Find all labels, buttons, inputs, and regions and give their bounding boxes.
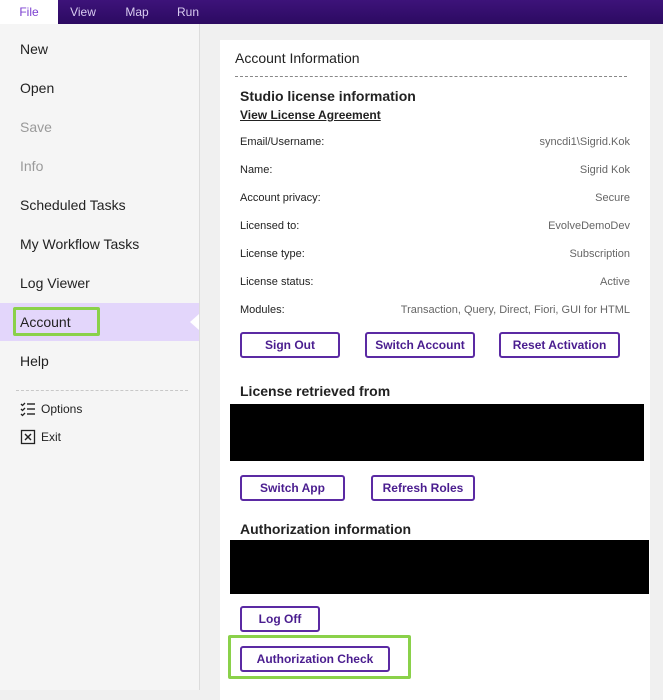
- license-retrieved-heading: License retrieved from: [240, 383, 391, 399]
- switch-account-button[interactable]: Switch Account: [365, 332, 475, 358]
- reset-activation-button[interactable]: Reset Activation: [499, 332, 620, 358]
- sidebar-item-open[interactable]: Open: [20, 80, 55, 96]
- switch-app-button[interactable]: Switch App: [240, 475, 345, 501]
- title-divider: [235, 76, 627, 77]
- license-status-label: License status:: [240, 276, 314, 288]
- top-menu-bar: [0, 0, 663, 24]
- modules-label: Modules:: [240, 304, 285, 316]
- log-off-button[interactable]: Log Off: [240, 606, 320, 632]
- sidebar-item-scheduled-tasks[interactable]: Scheduled Tasks: [20, 197, 126, 213]
- sidebar-item-help[interactable]: Help: [20, 353, 49, 369]
- authorization-heading: Authorization information: [240, 521, 412, 537]
- authorization-check-button[interactable]: Authorization Check: [240, 646, 390, 672]
- sidebar-item-new[interactable]: New: [20, 41, 49, 57]
- modules-value: Transaction, Query, Direct, Fiori, GUI for HTML: [400, 304, 630, 316]
- view-license-agreement-link[interactable]: View License Agreement: [240, 108, 381, 122]
- authorization-check-highlight: [228, 635, 411, 679]
- menu-file[interactable]: File: [0, 0, 58, 24]
- licensed-to-label: Licensed to:: [240, 220, 300, 232]
- close-box-icon: [20, 429, 36, 445]
- checklist-icon: [20, 401, 36, 417]
- license-status-value: Active: [600, 276, 630, 288]
- options-label: Options: [41, 402, 83, 416]
- menu-map[interactable]: Map: [125, 5, 149, 19]
- studio-license-heading: Studio license information: [240, 88, 416, 104]
- redacted-block: [230, 540, 649, 594]
- sidebar-item-my-workflow-tasks[interactable]: My Workflow Tasks: [20, 236, 140, 252]
- sidebar-item-save[interactable]: Save: [20, 119, 52, 135]
- licensed-to-value: EvolveDemoDev: [548, 220, 630, 232]
- backstage-sidebar: [0, 24, 200, 690]
- exit-label: Exit: [41, 430, 62, 444]
- sidebar-item-account[interactable]: Account: [20, 314, 71, 330]
- sidebar-selection-pointer: [190, 314, 199, 330]
- sidebar-item-options[interactable]: [20, 401, 82, 417]
- sign-out-button[interactable]: Sign Out: [240, 332, 340, 358]
- email-label: Email/Username:: [240, 136, 325, 148]
- menu-view[interactable]: View: [70, 5, 96, 19]
- refresh-roles-button[interactable]: Refresh Roles: [371, 475, 475, 501]
- sidebar-item-exit[interactable]: [20, 429, 61, 445]
- email-value: syncdi1\Sigrid.Kok: [539, 136, 630, 148]
- sidebar-item-info[interactable]: Info: [20, 158, 44, 174]
- page-title: Account Information: [235, 50, 360, 66]
- menu-run[interactable]: Run: [176, 5, 199, 19]
- redacted-block: [230, 404, 644, 461]
- sidebar-item-log-viewer[interactable]: Log Viewer: [20, 275, 90, 291]
- account-privacy-label: Account privacy:: [240, 192, 321, 204]
- name-label: Name:: [240, 164, 273, 176]
- sidebar-divider: [16, 390, 188, 391]
- account-highlight-box: [13, 307, 100, 336]
- name-value: Sigrid Kok: [579, 164, 630, 176]
- license-type-value: Subscription: [569, 248, 630, 260]
- account-privacy-value: Secure: [595, 192, 630, 204]
- license-type-label: License type:: [240, 248, 305, 260]
